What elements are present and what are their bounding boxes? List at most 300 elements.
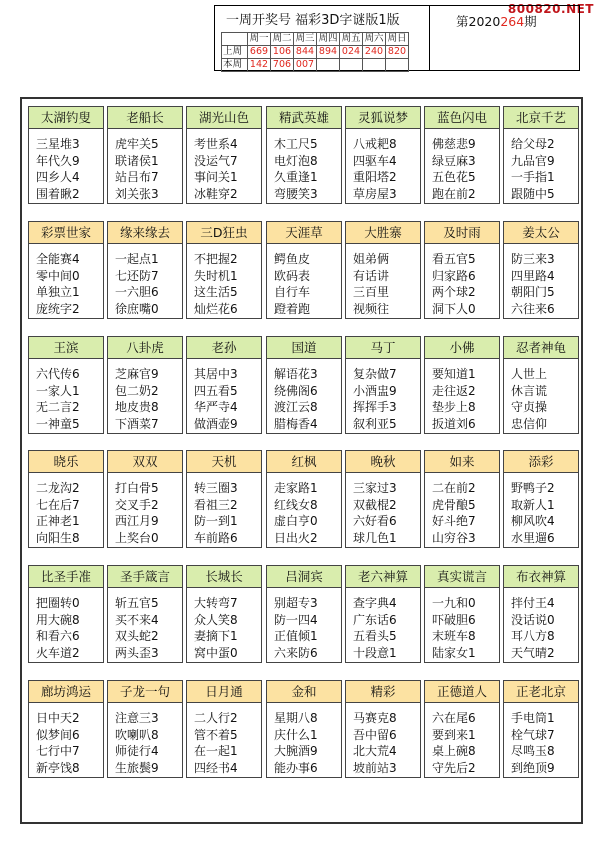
card-lines [425,129,499,202]
riddle-line: 七在后7 [36,497,80,512]
card-lines [29,473,103,546]
riddle-line: 野鸭子2 [511,481,555,495]
card-lines [267,129,341,202]
riddle-line: 考世系4 [194,137,238,151]
riddle-line: 四五看5 [194,383,238,398]
riddle-card [107,565,183,663]
draw-number: 844 [294,46,317,59]
card-title: 子龙一句 [108,681,182,703]
riddle-line: 没运气7 [194,153,238,168]
card-title: 国道 [267,337,341,359]
riddle-line: 三家过3 [353,481,397,495]
watermark-logo: 800820.NET [507,2,594,16]
riddle-line: 复杂做7 [353,367,397,381]
riddle-line: 九品官9 [511,153,555,168]
riddle-line: 视频往 [353,301,390,316]
riddle-line: 五看头5 [353,629,397,643]
riddle-line: 管不着5 [194,727,238,742]
card-lines [346,473,420,546]
card-lines [29,359,103,432]
riddle-line: 转三圈3 [194,481,238,495]
riddle-line: 叙利亚5 [353,416,397,431]
riddle-line: 归家路6 [432,268,476,283]
riddle-card [28,680,104,778]
card-lines [504,359,578,432]
riddle-card [424,336,500,434]
day-header: 周一 [249,33,269,44]
riddle-line: 走家路1 [274,481,318,495]
riddle-line: 小酒盅9 [353,383,397,398]
riddle-line: 全能赛4 [36,252,80,266]
riddle-card [28,565,104,663]
page-title: 一周开奖号 福彩3D字谜版1版 [226,13,400,28]
riddle-line: 两个球2 [432,285,476,299]
card-lines [425,473,499,546]
card-title: 蓝色闪电 [425,107,499,129]
riddle-line: 栓气球7 [511,727,555,742]
card-title: 晓乐 [29,451,103,473]
riddle-line: 绿豆麻3 [432,153,476,168]
riddle-line: 姐弟俩 [353,252,390,266]
riddle-line: 好斗绝7 [432,514,476,528]
riddle-line: 这生活5 [194,285,238,299]
riddle-line: 失时机1 [194,268,238,283]
riddle-line: 一手指1 [511,170,555,184]
riddle-line: 年代久9 [36,153,80,168]
riddle-line: 事问关1 [194,170,238,184]
riddle-line: 挥挥手3 [353,400,397,414]
riddle-card [345,336,421,434]
card-lines [346,588,420,661]
row-label: 本周 [222,59,248,72]
card-lines [187,359,261,432]
riddle-line: 四乡人4 [36,170,80,184]
card-title: 湖光山色 [187,107,261,129]
riddle-card [424,565,500,663]
card-title: 忍者神龟 [504,337,578,359]
riddle-card [424,221,500,319]
riddle-line: 其居中3 [194,367,238,381]
card-lines [425,244,499,317]
card-lines [29,244,103,317]
card-title: 及时雨 [425,222,499,244]
card-title: 三D狂虫 [187,222,261,244]
card-title: 长城长 [187,566,261,588]
riddle-card [345,680,421,778]
card-title: 布衣神算 [504,566,578,588]
draw-number: 820 [386,46,409,59]
riddle-line: 用大碗8 [36,612,80,627]
riddle-line: 八戒耙8 [353,137,397,151]
riddle-line: 灿烂花6 [194,301,238,316]
riddle-line: 三星堆3 [36,137,80,151]
riddle-line: 刘关张3 [115,186,159,201]
riddle-line: 做酒壶9 [194,416,238,431]
riddle-line: 弯腰笑3 [274,186,318,201]
riddle-line: 吹喇叭8 [115,727,159,742]
card-lines [108,244,182,317]
riddle-line: 包二奶2 [115,383,159,398]
riddle-line: 上奖台0 [115,530,159,545]
riddle-line: 徐庶嘴0 [115,301,159,316]
riddle-card [266,106,342,204]
riddle-line: 马赛克8 [353,711,397,725]
card-lines [504,244,578,317]
card-title: 正老北京 [504,681,578,703]
riddle-card [266,565,342,663]
riddle-line: 虚白亨0 [274,514,318,528]
riddle-line: 人世上 [511,367,548,381]
day-header: 周二 [272,33,292,44]
riddle-line: 跟随中5 [511,186,555,201]
draw-number: 240 [363,46,386,59]
riddle-card [186,450,262,548]
card-title: 吕洞宾 [267,566,341,588]
riddle-line: 四经书4 [194,760,238,775]
riddle-line: 西江月9 [115,514,159,528]
card-lines [29,703,103,776]
riddle-card [503,106,579,204]
riddle-line: 把圈转0 [36,596,80,610]
riddle-card [28,106,104,204]
riddle-line: 走往返2 [432,383,476,398]
card-title: 正德道人 [425,681,499,703]
card-title: 彩票世家 [29,222,103,244]
riddle-line: 跑在前2 [432,186,476,201]
riddle-line: 一起点1 [115,252,159,266]
riddle-line: 一六胆6 [115,285,159,299]
card-title: 圣手箴言 [108,566,182,588]
riddle-card [266,450,342,548]
card-lines [346,359,420,432]
riddle-line: 木工尺5 [274,137,318,151]
riddle-line: 山穷谷3 [432,530,476,545]
card-title: 天机 [187,451,261,473]
riddle-card [107,336,183,434]
riddle-line: 水里遛6 [511,530,555,545]
card-lines [346,703,420,776]
riddle-line: 球几色1 [353,530,397,545]
riddle-card [28,450,104,548]
draw-number [317,59,340,72]
riddle-card [107,221,183,319]
riddle-line: 十段意1 [353,645,397,660]
riddle-line: 守贞操 [511,400,548,414]
riddle-line: 虎骨酿5 [432,497,476,512]
riddle-line: 二在前2 [432,481,476,495]
riddle-card [186,221,262,319]
riddle-card [266,221,342,319]
card-title: 添彩 [504,451,578,473]
riddle-line: 红线女8 [274,497,318,512]
riddle-line: 看五官5 [432,252,476,266]
day-header: 周六 [364,33,384,44]
riddle-grid [20,97,583,824]
issue-number [456,12,537,30]
riddle-line: 新亭饯8 [36,760,80,775]
draw-number: 894 [317,46,340,59]
card-title: 廊坊鸿运 [29,681,103,703]
riddle-line: 忠信仰 [511,416,548,431]
riddle-line: 似梦间6 [36,727,80,742]
card-lines [504,703,578,776]
riddle-line: 拌付王4 [511,596,555,610]
riddle-line: 广东话6 [353,612,397,627]
card-lines [108,703,182,776]
card-title: 老船长 [108,107,182,129]
riddle-line: 芝麻官9 [115,367,159,381]
riddle-card [186,680,262,778]
riddle-card [186,565,262,663]
draw-number [340,59,363,72]
riddle-line: 交叉手2 [115,497,159,512]
riddle-line: 七行中7 [36,744,80,758]
card-title: 天涯草 [267,222,341,244]
card-lines [267,359,341,432]
card-title: 大胜寨 [346,222,420,244]
riddle-line: 北大荒4 [353,744,397,758]
riddle-line: 下酒菜7 [115,416,159,431]
riddle-card [107,450,183,548]
card-lines [346,244,420,317]
riddle-line: 鳄鱼皮 [274,252,311,266]
card-lines [29,129,103,202]
riddle-line: 久重逢1 [274,170,318,184]
riddle-line: 草房屋3 [353,186,397,201]
riddle-line: 防三来3 [511,252,555,266]
riddle-line: 斩五官5 [115,596,159,610]
riddle-line: 妻摘下1 [194,629,238,643]
riddle-card [266,336,342,434]
card-lines [504,588,578,661]
riddle-line: 站吕布7 [115,170,159,184]
riddle-line: 给父母2 [511,137,555,151]
riddle-card [424,680,500,778]
riddle-line: 注意三3 [115,711,159,725]
card-title: 太湖钓叟 [29,107,103,129]
riddle-line: 二人行2 [194,711,238,725]
riddle-line: 天气晴2 [511,645,555,660]
riddle-line: 电灯泡8 [274,153,318,168]
card-title: 灵狐说梦 [346,107,420,129]
riddle-line: 双头蛇2 [115,629,159,643]
issue-number-value: 264 [500,14,525,29]
riddle-line: 和看六6 [36,629,80,643]
riddle-line: 六好看6 [353,514,397,528]
riddle-line: 欧码表 [274,268,311,283]
riddle-line: 没话说0 [511,612,555,627]
riddle-line: 大腕酒9 [274,744,318,758]
riddle-line: 两头歪3 [115,645,159,660]
riddle-line: 防一到1 [194,514,238,528]
card-lines [425,588,499,661]
card-lines [187,244,261,317]
riddle-line: 六来防6 [274,645,318,660]
riddle-line: 师徒行4 [115,744,159,758]
riddle-line: 正值倾1 [274,629,318,643]
riddle-line: 三百里 [353,285,390,299]
card-title: 姜太公 [504,222,578,244]
day-header: 周日 [387,33,407,44]
day-header-row [222,33,409,46]
riddle-card [186,106,262,204]
riddle-card [266,680,342,778]
this-week-row [222,59,409,72]
riddle-line: 有话讲 [353,268,390,283]
card-lines [108,473,182,546]
riddle-line: 冰鞋穿2 [194,186,238,201]
card-title: 精武英雄 [267,107,341,129]
riddle-line: 华严寺4 [194,400,238,414]
card-lines [108,359,182,432]
riddle-line: 买不来4 [115,612,159,627]
riddle-line: 能办事6 [274,760,318,775]
card-lines [29,588,103,661]
riddle-card [424,450,500,548]
riddle-line: 要到来1 [432,727,476,742]
riddle-line: 看祖三2 [194,497,238,512]
riddle-line: 六代传6 [36,367,80,381]
card-lines [187,703,261,776]
riddle-line: 围着瞅2 [36,186,80,201]
card-lines [346,129,420,202]
riddle-line: 扳道刘6 [432,416,476,431]
card-lines [425,703,499,776]
riddle-line: 车前路6 [194,530,238,545]
day-header: 周三 [295,33,315,44]
riddle-line: 耳八方8 [511,629,555,643]
draw-number: 706 [271,59,294,72]
riddle-line: 腊梅香4 [274,416,318,431]
riddle-line: 零中间0 [36,268,80,283]
riddle-card [186,336,262,434]
card-lines [425,359,499,432]
draw-number [386,59,409,72]
card-lines [267,244,341,317]
riddle-card [345,106,421,204]
card-title: 老孙 [187,337,261,359]
riddle-line: 渡江云8 [274,400,318,414]
riddle-line: 手电筒1 [511,711,555,725]
riddle-line: 日出火2 [274,530,318,545]
draw-number: 142 [248,59,271,72]
riddle-line: 窝中蛋0 [194,645,238,660]
riddle-line: 别超专3 [274,596,318,610]
card-lines [267,703,341,776]
riddle-line: 取新人1 [511,497,555,512]
riddle-line: 地皮贵8 [115,400,159,414]
riddle-line: 众人笑8 [194,612,238,627]
card-title: 真实谎言 [425,566,499,588]
riddle-card [503,680,579,778]
riddle-line: 二龙沟2 [36,481,80,495]
issue-suffix: 期 [524,14,537,29]
riddle-line: 到绝顶9 [511,760,555,775]
draw-number: 106 [271,46,294,59]
riddle-line: 六在尾6 [432,711,476,725]
riddle-line: 在一起1 [194,744,238,758]
draw-number [363,59,386,72]
riddle-line: 日中天2 [36,711,80,725]
riddle-line: 陆家女1 [432,645,476,660]
riddle-card [345,221,421,319]
riddle-card [503,565,579,663]
riddle-line: 朝阳门5 [511,285,555,299]
riddle-line: 无二言2 [36,400,80,414]
riddle-line: 蹬着跑 [274,301,311,316]
day-header: 周五 [341,33,361,44]
riddle-line: 向阳生8 [36,530,80,545]
card-title: 比圣手准 [29,566,103,588]
draw-number: 007 [294,59,317,72]
card-title: 红枫 [267,451,341,473]
card-lines [187,588,261,661]
draw-number: 024 [340,46,363,59]
card-title: 马丁 [346,337,420,359]
riddle-card [28,336,104,434]
card-title: 北京千艺 [504,107,578,129]
riddle-line: 六往来6 [511,301,555,316]
riddle-card [28,221,104,319]
riddle-line: 尽鸣玉8 [511,744,555,758]
riddle-line: 休言谎 [511,383,548,398]
riddle-line: 佛慈悲9 [432,137,476,151]
riddle-line: 七还防7 [115,268,159,283]
riddle-card [503,221,579,319]
card-title: 精彩 [346,681,420,703]
riddle-line: 柳风吹4 [511,514,555,528]
draw-number: 669 [248,46,271,59]
card-title: 晚秋 [346,451,420,473]
riddle-line: 桌上碗8 [432,744,476,758]
riddle-line: 庆什么1 [274,727,318,742]
riddle-line: 解语花3 [274,367,318,381]
riddle-line: 防一四4 [274,612,318,627]
day-header: 周四 [318,33,338,44]
riddle-card [107,680,183,778]
riddle-card [424,106,500,204]
card-title: 如来 [425,451,499,473]
riddle-line: 正神老1 [36,514,80,528]
riddle-line: 虎牢关5 [115,137,159,151]
riddle-line: 五色花5 [432,170,476,184]
riddle-card [345,565,421,663]
card-lines [504,473,578,546]
card-lines [108,588,182,661]
riddle-card [503,450,579,548]
issue-prefix: 第2020 [456,14,501,29]
card-lines [187,473,261,546]
riddle-line: 庞统字2 [36,301,80,316]
card-title: 八卦虎 [108,337,182,359]
riddle-line: 双截棍2 [353,497,397,512]
riddle-line: 生旅鬓9 [115,760,159,775]
riddle-line: 打白骨5 [115,481,159,495]
riddle-line: 一家人1 [36,383,80,398]
riddle-line: 自行车 [274,285,311,299]
riddle-line: 要知道1 [432,367,476,381]
riddle-line: 四里路4 [511,268,555,283]
riddle-line: 大转弯7 [194,596,238,610]
riddle-line: 末班车8 [432,629,476,643]
riddle-line: 洞下人0 [432,301,476,316]
riddle-line: 垫步上8 [432,400,476,414]
riddle-line: 绕佛阁6 [274,383,318,398]
riddle-line: 吓破胆6 [432,612,476,627]
row-label: 上周 [222,46,248,59]
card-lines [267,473,341,546]
riddle-line: 一九和0 [432,596,476,610]
